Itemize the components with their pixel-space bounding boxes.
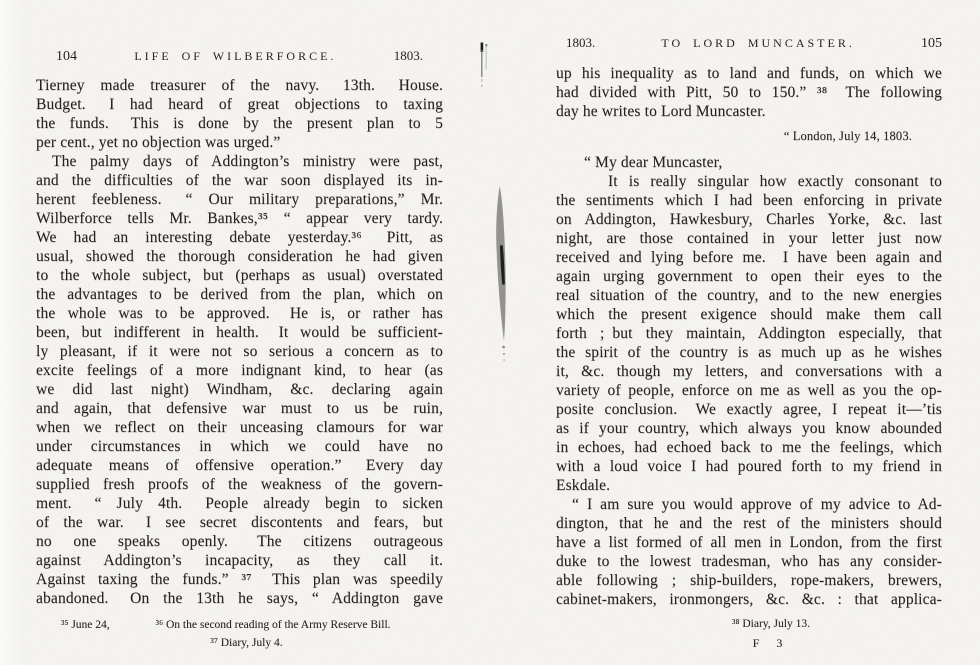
- text-line: herent feebleness. “ Our military preparations,” Mr.: [36, 191, 443, 208]
- footnote-row: [36, 618, 443, 633]
- text-line: when we reflect on their unceasing clamours for war: [36, 419, 443, 436]
- text-line: We had an interesting debate yesterday.³⁶ Pitt, as: [36, 229, 443, 246]
- text-line: and the difficulties of the war soon displayed its in-: [36, 172, 443, 189]
- text-line: the whole was to be approved. He is, or rather has: [36, 305, 443, 322]
- text-line: under circumstances in which we could have no: [36, 438, 443, 455]
- text-line: ly pleasant, if it were not so serious a concern as to: [36, 343, 443, 360]
- footnote-38: ³⁸ Diary, July 13.: [732, 618, 810, 630]
- letter-paragraphs: [556, 172, 942, 609]
- text-line: usual, showed the thorough consideration he had given: [36, 248, 443, 265]
- text-line: supplied fresh proofs of the weakness of the govern-: [36, 476, 443, 493]
- text-line: been, but indifferent in health. It would be sufficient-: [36, 324, 443, 341]
- text-line: Budget. I had heard of great objections to taxing: [36, 96, 443, 113]
- page-number-left: 104: [56, 49, 77, 64]
- text-line: received and lying before me. I have been again and: [556, 249, 942, 266]
- text-line: Wilberforce tells Mr. Bankes,³⁵ “ appear very tardy.: [36, 210, 443, 227]
- text-line: forth ; but they maintain, Addington especially, that: [556, 325, 942, 342]
- paragraph: [556, 172, 942, 495]
- text-line: Against taxing the funds.” ³⁷ This plan was speedily: [36, 571, 443, 588]
- text-line: with a loud voice I had poured forth to my friend in: [556, 458, 942, 475]
- paragraph: [556, 64, 942, 121]
- text-line: had divided with Pitt, 50 to 150.” ³⁸ The following: [556, 84, 942, 101]
- text-line: have a list formed of all men in London, from the first: [556, 534, 942, 551]
- signature-mark: F 3: [752, 636, 790, 650]
- text-line: the funds. This is done by the present plan to 5: [36, 115, 443, 132]
- page-left: [36, 48, 443, 608]
- text-line: adequate means of offensive operation.” Every day: [36, 457, 443, 474]
- text-line: no one speaks openly. The citizens outrageous: [36, 533, 443, 550]
- text-line: “ I am sure you would approve of my advice to Ad-: [572, 496, 942, 513]
- text-line: as if your country, which always you know abounded: [556, 420, 942, 437]
- text-line: the advantages to be derived from the plan, which on: [36, 286, 443, 303]
- text-line: Eskdale.: [556, 477, 611, 494]
- footnote-36: ³⁶ On the second reading of the Army Reserve Bill.: [155, 619, 391, 631]
- text-line: day he writes to Lord Muncaster.: [556, 103, 766, 120]
- footnotes-left: [36, 618, 443, 651]
- running-title-right: TO LORD MUNCASTER.: [661, 36, 855, 50]
- footnote-35: ³⁵ June 24,: [61, 619, 110, 631]
- text-line: on Addington, Hawkesbury, Charles Yorke, &c. last: [556, 211, 942, 228]
- text-line: excite feelings of a more indignant kind, to hear (as: [36, 362, 443, 379]
- letter-salutation: “ My dear Muncaster,: [584, 154, 723, 171]
- letter-dateline: “ London, July 14, 1803.: [783, 129, 912, 143]
- text-line: we did last night) Windham, &c. declaring again: [36, 381, 443, 398]
- text-line: and again, that defensive war must to us be ruin,: [36, 400, 443, 417]
- text-line: Tierney made treasurer of the navy. 13th. House.: [36, 77, 443, 94]
- text-line: night, are those contained in your letter just now: [556, 230, 942, 247]
- text-line: duke to the lowest tradesman, who has any consider-: [556, 553, 942, 570]
- footnotes-right: [556, 617, 964, 651]
- body-text-right: [556, 64, 942, 609]
- text-line: It is really singular how exactly consonant to: [608, 173, 942, 190]
- page-right: [556, 35, 942, 609]
- text-line: posite conclusion. We exactly agree, I repeat it—’tis: [556, 401, 942, 418]
- text-line: against Addington’s incapacity, as they call it.: [36, 552, 443, 569]
- date-header-right: 1803.: [566, 35, 596, 50]
- paragraph: [36, 152, 443, 608]
- text-line: again urging government to open their eyes to the: [556, 268, 942, 285]
- footnote-37: ³⁷ Diary, July 4.: [210, 637, 283, 649]
- text-line: which the present exigence should make them call: [556, 306, 942, 323]
- text-line: the spirit of the country is as much up as he wishes: [556, 344, 942, 361]
- text-line: in echoes, had echoed back to me the feelings, which: [556, 439, 942, 456]
- text-line: it, &c. though my letters, and conversations with a: [556, 363, 942, 380]
- scan-artifact-gutter-sliver: [496, 186, 505, 361]
- paragraph: [36, 76, 443, 152]
- text-line: able following ; ship-builders, rope-makers, brewers,: [556, 572, 942, 589]
- text-line: cabinet-makers, ironmongers, &c. &c. : that applica-: [556, 591, 942, 608]
- page-number-right: 105: [921, 36, 942, 51]
- intro-paragraphs: [556, 64, 942, 121]
- text-line: real situation of the country, and to the new energies: [556, 287, 942, 304]
- text-line: abandoned. On the 13th he says, “ Addington gave: [36, 590, 443, 607]
- running-title-left: LIFE OF WILBERFORCE.: [134, 49, 337, 63]
- text-line: The palmy days of Addington’s ministry were past,: [52, 153, 443, 170]
- paragraph: [556, 495, 942, 609]
- text-line: ment. “ July 4th. People already begin to sicken: [36, 495, 443, 512]
- text-line: of the war. I see secret discontents and fears, but: [36, 514, 443, 531]
- body-text-left: [36, 76, 443, 608]
- text-line: per cent., yet no objection was urged.”: [36, 134, 281, 151]
- text-line: to the whole subject, but (perhaps as usual) overstated: [36, 267, 443, 284]
- running-head-right: [556, 35, 942, 51]
- scan-artifact-top-mark: [481, 43, 488, 89]
- date-header-left: 1803.: [393, 48, 423, 63]
- text-line: the sentiments which I had been enforcing in private: [556, 192, 942, 209]
- text-line: dington, that he and the rest of the ministers should: [556, 515, 942, 532]
- text-line: up his inequality as to land and funds, on which we: [556, 65, 942, 82]
- running-head-left: [36, 48, 443, 64]
- text-line: variety of people, enforce on me as well as you the op-: [556, 382, 942, 399]
